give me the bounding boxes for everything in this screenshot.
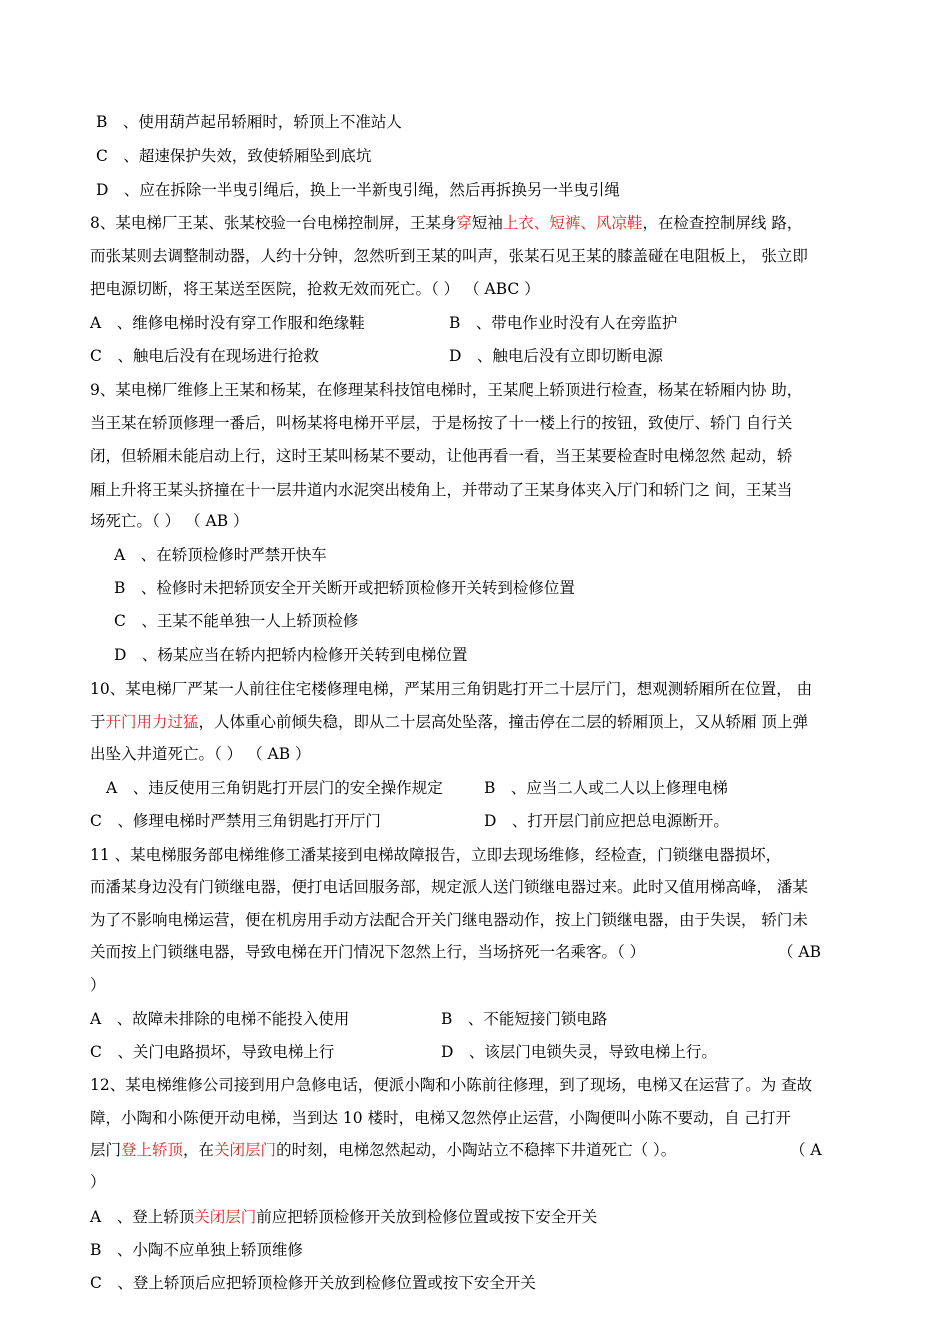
q11-text-line-1: 11 、某电梯服务部电梯维修工潘某接到电梯故障报告，立即去现场维修，经检查，门锁继电器损坏， — [90, 846, 782, 864]
q7-option-c: C 、超速保护失效，致使轿厢坠到底坑 — [96, 147, 372, 165]
q12-text-segment: 的时刻，电梯忽然起动，小陶站立不稳摔下井道死亡（ ）。 — [276, 1141, 677, 1159]
q7-option-b: B 、使用葫芦起吊轿厢时，轿顶上不准站人 — [96, 113, 402, 131]
q10-text-segment: 于 — [90, 713, 106, 731]
q11-text-line-3: 为了不影响电梯运营，便在机房用手动方法配合开关门继电器动作，按上门锁继电器，由于失误， 轿门未 — [90, 911, 808, 929]
q10-text-line-3: 出坠入井道死亡。（ ） （ AB ） — [90, 745, 311, 763]
q9-option-a: A 、在轿顶检修时严禁开快车 — [114, 546, 327, 564]
q10-text-line-2 — [90, 712, 808, 732]
q12-option-segment: A 、登上轿顶 — [90, 1208, 195, 1226]
q8-text-segment: 短袖 — [471, 214, 503, 232]
q8-highlight: 上衣、短裤、风凉鞋 — [502, 214, 643, 232]
q10-highlight: 开门用力过猛 — [105, 713, 199, 731]
q11-option-c: C 、关门电路损坏，导致电梯上行 — [90, 1043, 335, 1061]
q12-option-segment: 前应把轿顶检修开关放到检修位置或按下安全开关 — [256, 1208, 598, 1226]
q12-highlight: 登上轿顶 — [121, 1141, 184, 1159]
q8-text-line-2: 而张某则去调整制动器，人约十分钟，忽然听到王某的叫声，张某石见王某的膝盖碰在电阻板上， 张立即 — [90, 247, 808, 265]
q12-text-line-2: 障，小陶和小陈便开动电梯，当到达 10 楼时，电梯又忽然停止运营，小陶便叫小陈不要动，自 己打开 — [90, 1109, 792, 1127]
q8-option-a: A 、维修电梯时没有穿工作服和绝缘鞋 — [90, 314, 365, 332]
q12-highlight: 关闭层门 — [214, 1141, 277, 1159]
q9-text-line-2: 当王某在轿顶修理一番后，叫杨某将电梯开平层，于是杨按了十一楼上行的按钮，致使厅、轿门 自行关 — [90, 414, 793, 432]
q9-text-line-4: 厢上升将王某头挤撞在十一层井道内水泥突出棱角上，并带动了王某身体夹入厅门和轿门之 间，王某当 — [90, 481, 793, 499]
q12-highlight: 关闭层门 — [194, 1208, 257, 1226]
q12-option-c: C 、登上轿顶后应把轿顶检修开关放到检修位置或按下安全开关 — [90, 1274, 536, 1292]
q11-text-line-5: ） — [90, 976, 106, 994]
q8-option-d: D 、触电后没有立即切断电源 — [449, 347, 663, 365]
q10-text-line-1: 10、某电梯厂严某一人前往住宅楼修理电梯，严某用三角钥匙打开二十层厅门，想观测轿厢所在位置， 由 — [90, 680, 813, 698]
q8-text-segment: 8、某电梯厂王某、张某校验一台电梯控制屏，王某身 — [90, 214, 457, 232]
q11-option-d: D 、该层门电锁失灵，导致电梯上行。 — [441, 1043, 717, 1061]
q8-option-c: C 、触电后没有在现场进行抢救 — [90, 347, 319, 365]
q10-text-segment: ，人体重心前倾失稳，即从二十层高处坠落，撞击停在二层的轿厢顶上，又从轿厢 顶上弹 — [198, 713, 808, 731]
q7-option-d: D 、应在拆除一半曳引绳后，换上一半新曳引绳，然后再拆换另一半曳引绳 — [96, 181, 620, 199]
q9-text-line-5: 场死亡。（ ） （ AB ） — [90, 512, 249, 530]
q12-answer: （ A — [790, 1141, 822, 1159]
q11-answer: （ AB — [778, 943, 822, 961]
q11-text-line-2: 而潘某身边没有门锁继电器，便打电话回服务部，规定派人送门锁继电器过来。此时又值用梯高峰， 潘某 — [90, 878, 808, 896]
q10-option-b: B 、应当二人或二人以上修理电梯 — [484, 779, 728, 797]
q12-text-line-1: 12、某电梯维修公司接到用户急修电话，便派小陶和小陈前往修理，到了现场，电梯又在运营了。为 查故 — [90, 1076, 813, 1094]
q10-option-c: C 、修理电梯时严禁用三角钥匙打开厅门 — [90, 812, 381, 830]
q8-highlight: 穿 — [456, 214, 472, 232]
q8-text-segment: ，在检查控制屏线 路， — [642, 214, 803, 232]
q12-text-line-3 — [90, 1140, 676, 1160]
q9-option-c: C 、王某不能单独一人上轿顶检修 — [114, 612, 359, 630]
q9-text-line-3: 闭，但轿厢未能启动上行，这时王某叫杨某不要动，让他再看一看，当王某要检查时电梯忽然 起动，轿 — [90, 447, 793, 465]
q8-text-line-3: 把电源切断，将王某送至医院，抢救无效而死亡。（ ） （ ABC ） — [90, 280, 540, 298]
q10-option-d: D 、打开层门前应把总电源断开。 — [484, 812, 729, 830]
q12-text-segment: 层门 — [90, 1141, 122, 1159]
q12-text-segment: ，在 — [183, 1141, 215, 1159]
q11-option-a: A 、故障未排除的电梯不能投入使用 — [90, 1010, 350, 1028]
q9-option-b: B 、检修时未把轿顶安全开关断开或把轿顶检修开关转到检修位置 — [114, 579, 575, 597]
q8-text-line-1 — [90, 213, 802, 233]
q8-option-b: B 、带电作业时没有人在旁监护 — [449, 314, 678, 332]
q10-option-a: A 、违反使用三角钥匙打开层门的安全操作规定 — [106, 779, 443, 797]
q12-text-line-4: ） — [90, 1173, 106, 1191]
q9-option-d: D 、杨某应当在轿内把轿内检修开关转到电梯位置 — [114, 646, 468, 664]
q12-option-b: B 、小陶不应单独上轿顶维修 — [90, 1241, 303, 1259]
q12-option-a — [90, 1207, 597, 1227]
q9-text-line-1: 9、某电梯厂维修上王某和杨某，在修理某科技馆电梯时，王某爬上轿顶进行检查，杨某在轿厢内协 助， — [90, 381, 803, 399]
q11-option-b: B 、不能短接门锁电路 — [441, 1010, 608, 1028]
q11-text-line-4: 关而按上门锁继电器，导致电梯在开门情况下忽然上行，当场挤死一名乘客。（ ） — [90, 943, 646, 961]
